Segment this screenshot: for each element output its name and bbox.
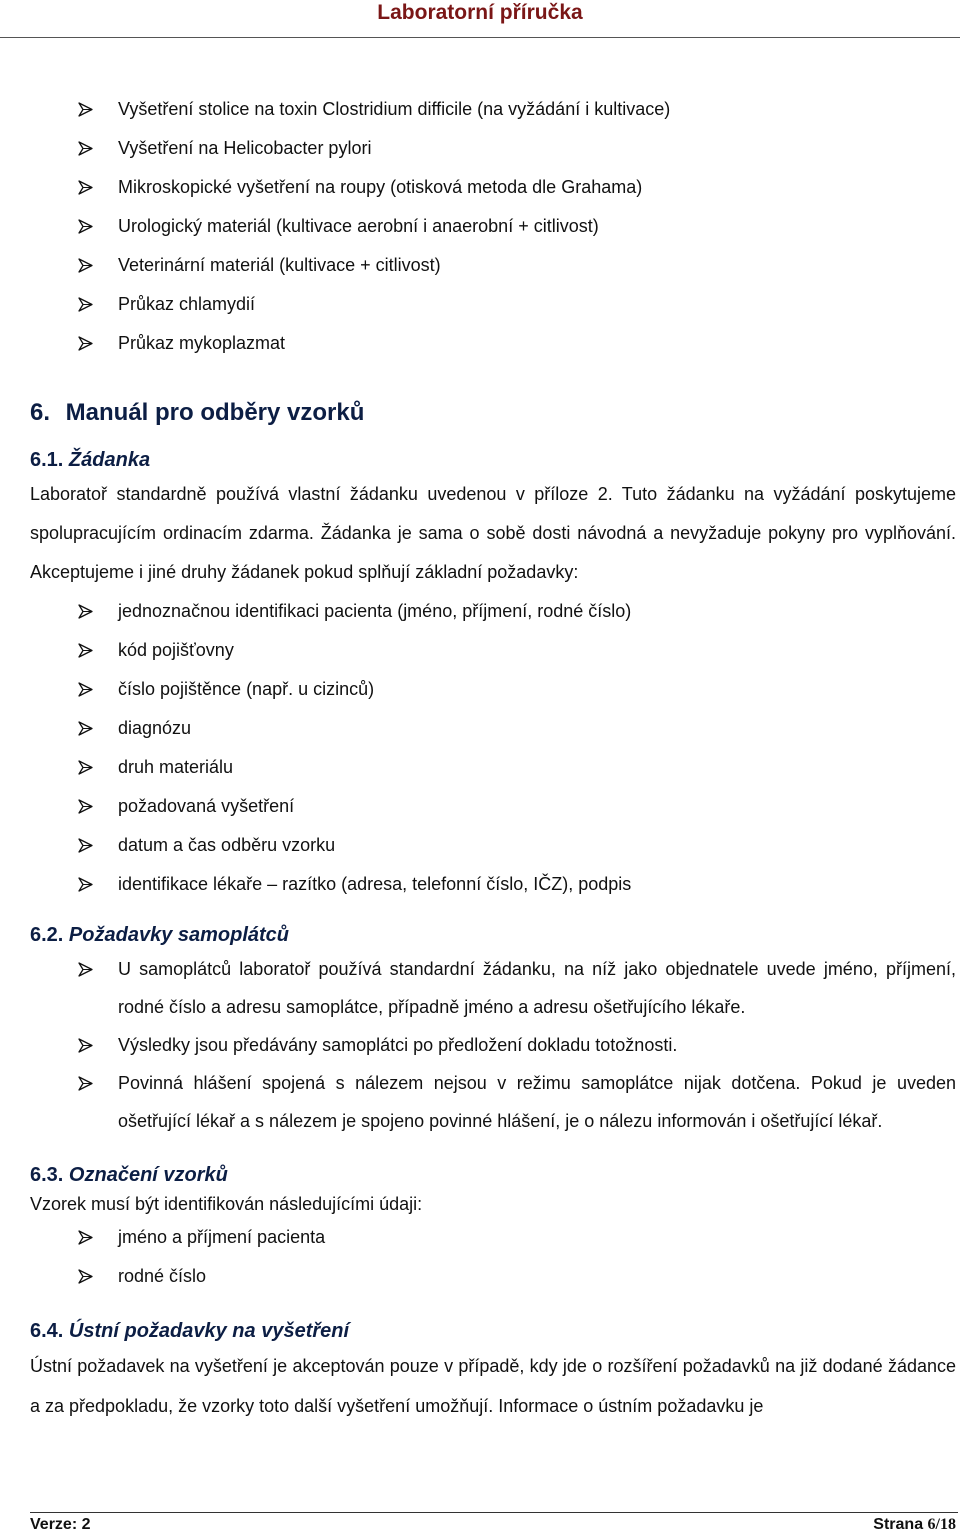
section-6-4-title: Ústní požadavky na vyšetření <box>68 1320 350 1342</box>
section-6-3-number: 6.3. <box>30 1164 64 1186</box>
section-6-4-number: 6.4. <box>30 1320 64 1342</box>
section-6-4-paragraph: Ústní požadavek na vyšetření je akceptován pouze v případě, kdy jde o rozšíření požadavků na již dodané žádance a za předpokladu, že vzorky toto další vyšetření umožňují. Informace o ústním požadavku je <box>30 1356 956 1416</box>
list-item-text: U samoplátců laboratoř používá standardní žádanku, na níž jako objednatele uvede jméno, příjmení, rodné číslo a adresu samoplátce, případně jméno a adresu ošetřujícího lékaře. <box>118 959 956 1017</box>
section-6-2-heading <box>30 920 956 950</box>
arrowhead-bullet-icon <box>78 207 102 246</box>
list-item <box>30 865 956 904</box>
list-item <box>30 246 956 285</box>
arrowhead-bullet-icon <box>78 865 102 904</box>
arrowhead-bullet-icon <box>78 1218 102 1257</box>
section-6-3-heading <box>30 1160 956 1190</box>
section-6-3-title: Označení vzorků <box>68 1164 228 1186</box>
header-divider <box>0 37 960 38</box>
list-item-text: identifikace lékaře – razítko (adresa, telefonní číslo, IČZ), podpis <box>118 874 632 894</box>
list-item-text: Veterinární materiál (kultivace + citlivost) <box>118 255 441 275</box>
list-item-text: číslo pojištěnce (např. u cizinců) <box>118 679 375 699</box>
list-item <box>30 1026 956 1064</box>
page-number <box>873 1516 956 1534</box>
section-6-1-paragraph: Laboratoř standardně používá vlastní žádanku uvedenou v příloze 2. Tuto žádanku na vyžádání poskytujeme spolupracujícím ordinacím zdarma. Žádanka je sama o sobě dosti návodná a nevyžaduje pokyny pro vyplňování. Akceptujeme i jiné druhy žádanek pokud splňují základní požadavky: <box>30 484 956 582</box>
list-item <box>30 950 956 1026</box>
list-item <box>30 709 956 748</box>
section-6-title: Manuál pro odběry vzorků <box>65 399 365 426</box>
arrowhead-bullet-icon <box>78 748 102 787</box>
list-item <box>30 1257 956 1296</box>
arrowhead-bullet-icon <box>78 285 102 324</box>
list-item <box>30 168 956 207</box>
footer-divider <box>30 1512 958 1513</box>
arrowhead-bullet-icon <box>78 1257 102 1296</box>
header-title: Laboratorní příručka <box>377 1 583 24</box>
requisition-requirements-list <box>30 592 956 904</box>
arrowhead-bullet-icon <box>78 1064 102 1103</box>
list-item-text: Průkaz mykoplazmat <box>118 333 286 353</box>
section-6-2-title: Požadavky samoplátců <box>68 924 290 946</box>
list-item-text: jméno a příjmení pacienta <box>118 1227 326 1247</box>
list-item-text: rodné číslo <box>118 1266 207 1286</box>
section-6-4-heading <box>30 1316 956 1346</box>
list-item <box>30 324 956 363</box>
section-6-1-number: 6.1. <box>30 449 64 471</box>
page-label: Strana <box>873 1516 924 1533</box>
list-item-text: Průkaz chlamydií <box>118 294 256 314</box>
list-item-text: Mikroskopické vyšetření na roupy (otisková metoda dle Grahama) <box>118 177 643 197</box>
list-item-text: Výsledky jsou předávány samoplátci po předložení dokladu totožnosti. <box>118 1035 678 1055</box>
list-item-text: Vyšetření stolice na toxin Clostridium difficile (na vyžádání i kultivace) <box>118 99 671 119</box>
section-6-heading <box>30 393 956 433</box>
page-header <box>0 0 960 38</box>
arrowhead-bullet-icon <box>78 129 102 168</box>
list-item-text: datum a čas odběru vzorku <box>118 835 336 855</box>
document-body <box>30 90 956 1426</box>
list-item <box>30 90 956 129</box>
section-6-2-number: 6.2. <box>30 924 64 946</box>
version-label: Verze: 2 <box>30 1516 91 1533</box>
section-6-number: 6. <box>30 399 51 426</box>
list-item-text: Urologický materiál (kultivace aerobní i anaerobní + citlivost) <box>118 216 599 236</box>
page-count: 6/18 <box>927 1516 956 1533</box>
arrowhead-bullet-icon <box>78 950 102 989</box>
list-item <box>30 670 956 709</box>
list-item <box>30 748 956 787</box>
top-list <box>30 90 956 363</box>
list-item-text: jednoznačnou identifikaci pacienta (jméno, příjmení, rodné číslo) <box>118 601 632 621</box>
section-6-1-heading <box>30 445 956 475</box>
list-item-text: druh materiálu <box>118 757 234 777</box>
list-item <box>30 285 956 324</box>
arrowhead-bullet-icon <box>78 324 102 363</box>
list-item <box>30 826 956 865</box>
section-6-1-title: Žádanka <box>68 449 151 471</box>
arrowhead-bullet-icon <box>78 592 102 631</box>
list-item <box>30 787 956 826</box>
list-item <box>30 631 956 670</box>
list-item <box>30 207 956 246</box>
list-item <box>30 129 956 168</box>
list-item-text: Vyšetření na Helicobacter pylori <box>118 138 372 158</box>
list-item-text: požadovaná vyšetření <box>118 796 295 816</box>
list-item-text: Povinná hlášení spojená s nálezem nejsou v režimu samoplátce nijak dotčena. Pokud je uveden ošetřující lékař a s nálezem je spojeno povinné hlášení, je o nálezu informován i ošetřující lékař. <box>118 1073 956 1131</box>
arrowhead-bullet-icon <box>78 1026 102 1065</box>
arrowhead-bullet-icon <box>78 246 102 285</box>
list-item <box>30 1218 956 1257</box>
arrowhead-bullet-icon <box>78 787 102 826</box>
sample-identification-list <box>30 1218 956 1296</box>
self-payer-list <box>30 950 956 1140</box>
arrowhead-bullet-icon <box>78 826 102 865</box>
list-item <box>30 592 956 631</box>
section-6-3-paragraph: Vzorek musí být identifikován následujícími údaji: <box>30 1194 423 1214</box>
arrowhead-bullet-icon <box>78 631 102 670</box>
list-item-text: diagnózu <box>118 718 192 738</box>
page-footer <box>30 1516 958 1540</box>
list-item <box>30 1064 956 1140</box>
arrowhead-bullet-icon <box>78 709 102 748</box>
arrowhead-bullet-icon <box>78 90 102 129</box>
arrowhead-bullet-icon <box>78 670 102 709</box>
list-item-text: kód pojišťovny <box>118 640 234 660</box>
arrowhead-bullet-icon <box>78 168 102 207</box>
